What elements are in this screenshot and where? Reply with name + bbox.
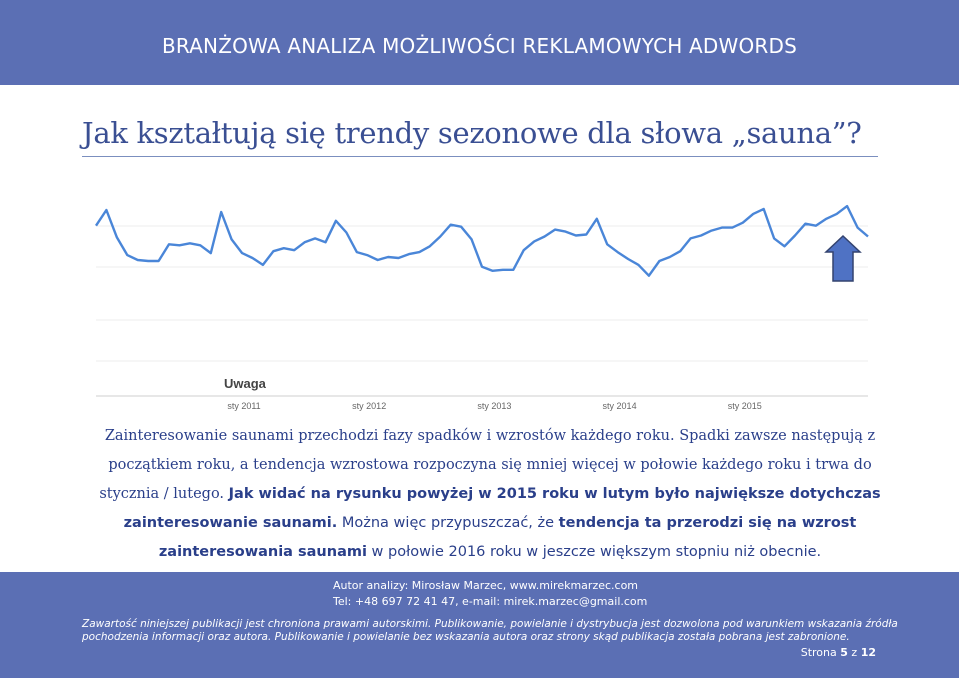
description-paragraph (96, 422, 884, 567)
paragraph-forecast-highlight: tendencja ta przerodzi się na wzrost zainteresowania saunami (158, 515, 857, 560)
footer-copyright-line1: Zawartość niniejszej publikacji jest chroniona prawami autorskimi. Publikowanie, powielanie i dystrybucja jest dozwolona pod warunkiem wskazania źródła (82, 618, 898, 630)
paragraph-forecast-end: w połowie 2016 roku w jeszcze większym stopniu niż obecnie. (371, 544, 822, 560)
x-tick-label: sty 2015 (727, 401, 762, 411)
page-current: 5 (840, 646, 848, 659)
footer-copyright-line2: pochodzenia informacji oraz autora. Publikowanie i powielanie bez wskazania autora oraz strony skąd publikacja została pobrana jest zabronione. (82, 631, 850, 643)
x-tick-label: sty 2012 (352, 401, 387, 411)
paragraph-highlight-2015: Jak widać na rysunku powyżej w 2015 roku w lutym było największe dotychczas zainteresowanie saunami. (123, 486, 881, 531)
x-tick-label: sty 2013 (477, 401, 512, 411)
section-title: Jak kształtują się trendy sezonowe dla słowa „sauna”? (82, 116, 862, 150)
paragraph-forecast-intro: Można więc przypuszczać, że (341, 515, 555, 531)
chart-line-layer (96, 206, 868, 276)
page-sep: z (851, 646, 858, 659)
page-header (0, 0, 959, 85)
title-divider (82, 156, 878, 157)
footer-contact: Tel: +48 697 72 41 47, e-mail: mirek.marzec@gmail.com (333, 595, 648, 608)
x-tick-label: sty 2011 (227, 401, 261, 411)
header-title: BRANŻOWA ANALIZA MOŻLIWOŚCI REKLAMOWYCH ADWORDS (161, 34, 798, 58)
page-footer (0, 572, 959, 678)
up-arrow-icon (826, 236, 860, 281)
chart-x-ticks (227, 401, 761, 411)
paragraph-intro: Zainteresowanie saunami przechodzi fazy spadków i wzrostów każdego roku. Spadki zawsze następują z początkiem roku, a tendencja wzrostowa rozpoczyna się mniej więcej w połowie każdego roku i trwa do stycznia / lutego. (99, 428, 876, 502)
x-tick-label: sty 2014 (602, 401, 637, 411)
page-total: 12 (860, 646, 876, 659)
footer-author: Autor analizy: Mirosław Marzec, www.mirekmarzec.com (333, 579, 639, 592)
trend-chart (92, 196, 872, 418)
trend-series-line (96, 206, 868, 276)
page-prefix: Strona (800, 646, 837, 659)
chart-note-label: Uwaga (224, 376, 266, 391)
page-number (801, 646, 876, 659)
